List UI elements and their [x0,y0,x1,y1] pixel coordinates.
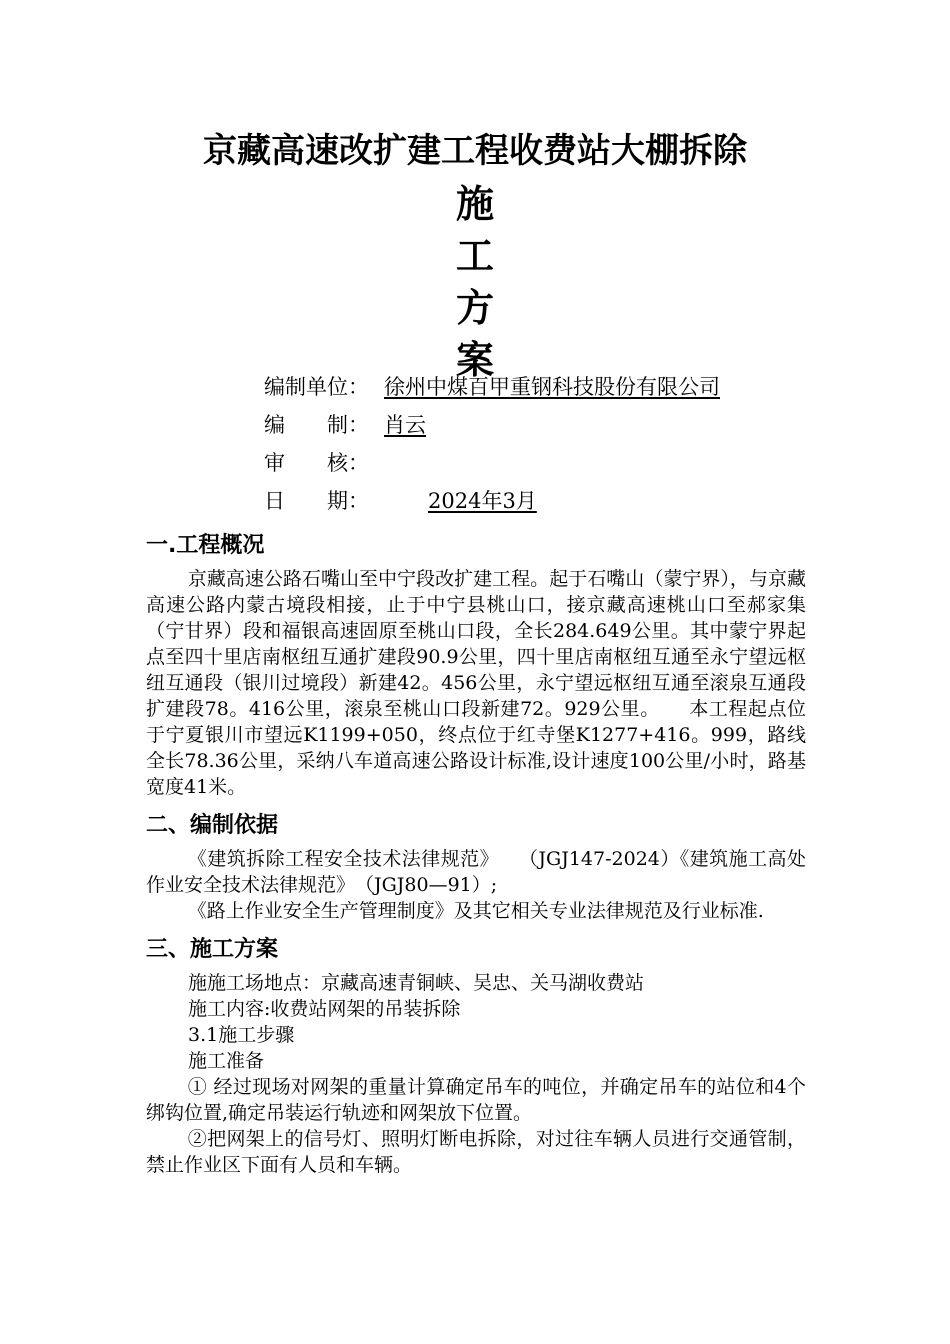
meta-value-compiler: 肖云 [384,413,426,437]
subtitle-char: 方 [455,286,494,330]
basis-paragraph-2: 《路上作业安全生产管理制度》及其它相关专业法律规范及行业标准. [187,900,764,922]
document-subtitle-vertical [0,178,950,386]
plan-step-1: ① 经过现场对网架的重量计算确定吊车的吨位，并确定吊车的站位和4个绑钩位置,确定吊装运行轨迹和网架放下位置。 [146,1076,806,1124]
subtitle-char: 案 [455,338,494,382]
meta-label: 日 期： [264,489,369,513]
plan-step-2: ②把网架上的信号灯、照明灯断电拆除，对过往车辆人员进行交通管制，禁止作业区下面有人员和车辆。 [146,1128,806,1176]
basis-paragraph-1: 《建筑拆除工程安全技术法律规范》 （JGJ147-2024）《建筑施工高处作业安全技术法律规范》 （JGJ80—91）; [146,848,806,896]
meta-row-date [264,482,720,520]
document-meta [264,368,720,520]
plan-steps-title: 3.1施工步骤 [188,1024,295,1046]
document-title: 京藏高速改扩建工程收费站大棚拆除 [203,131,747,171]
meta-label: 编 制： [264,413,369,437]
document-body [146,526,806,1178]
section-heading-overview: 一.工程概况 [146,533,265,558]
meta-row-reviewer [264,444,720,482]
meta-label: 编制单位： [264,375,369,399]
meta-value-unit: 徐州中煤百甲重钢科技股份有限公司 [384,375,720,399]
plan-site: 施施工场地点：京藏高速青铜峡、吴忠、关马湖收费站 [188,972,645,994]
section-heading-basis: 二、编制依据 [146,813,279,838]
subtitle-char: 工 [455,234,494,278]
meta-row-compiler [264,406,720,444]
overview-paragraph: 京藏高速公路石嘴山至中宁段改扩建工程。起于石嘴山（蒙宁界），与京藏高速公路内蒙古境段相接，止于中宁县桃山口，接京藏高速桃山口至郝家集（宁甘界）段和福银高速固原至桃山口段，全长284.649公里。其中蒙宁界起点至四十里店南枢纽互通扩建段90.9公里，四十里店南枢纽互通至永宁望远枢纽互通段（银川过境段）新建42。456公里，永宁望远枢纽互通至滚泉互通段扩建段78。416公里，滚泉至桃山口段新建72。929公里。 本工程起点位于宁夏银川市望远K1199+050，终点位于红寺堡K1277+416。999，路线全长78.36公里，采纳八车道高速公路设计标准,设计速度100公里/小时，路基宽度41米。 [146,568,806,798]
meta-label: 审 核： [264,451,369,475]
meta-row-unit [264,368,720,406]
plan-prep-title: 施工准备 [188,1050,265,1072]
plan-scope: 施工内容:收费站网架的吊装拆除 [188,998,461,1020]
meta-value-date: 2024年3月 [428,489,537,513]
section-heading-plan: 三、施工方案 [146,937,279,962]
subtitle-char: 施 [455,182,494,226]
